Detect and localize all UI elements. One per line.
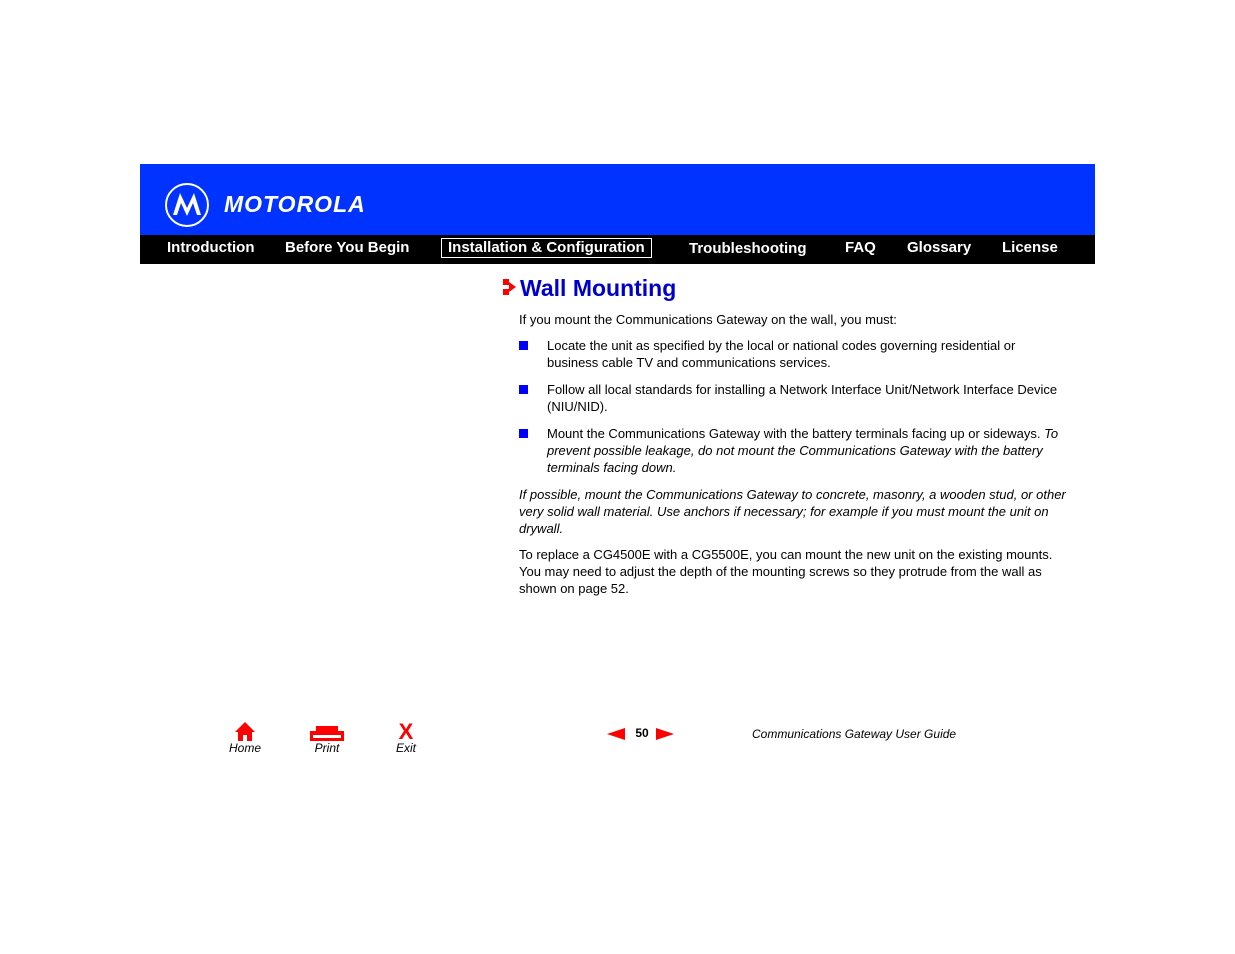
square-bullet-icon (519, 385, 528, 394)
nav-troubleshooting[interactable]: Troubleshooting (689, 240, 807, 257)
print-button[interactable] (306, 725, 348, 755)
printer-icon (309, 725, 345, 742)
exit-label: Exit (395, 741, 416, 755)
home-button[interactable] (222, 721, 268, 755)
page-title: Wall Mounting (520, 275, 677, 301)
nav-faq[interactable]: FAQ (845, 239, 876, 256)
exit-x-icon: X (398, 719, 414, 744)
print-label: Print (314, 741, 340, 755)
home-icon (234, 721, 256, 742)
list-item-warning: To prevent possible leakage, do not mount the Communications Gateway with the battery terminals facing down. (547, 426, 1059, 475)
nav-glossary[interactable]: Glossary (907, 239, 972, 256)
previous-page-arrow-icon[interactable] (607, 728, 625, 740)
square-bullet-icon (519, 341, 528, 350)
list-item (519, 425, 1069, 476)
document-title: Communications Gateway User Guide (752, 727, 957, 741)
intro-paragraph: If you mount the Communications Gateway on the wall, you must: (519, 312, 897, 327)
main-content (519, 311, 1069, 606)
list-item-text: Mount the Communications Gateway with the battery terminals facing up or sideways. (547, 426, 1045, 441)
list-item (519, 381, 1069, 415)
next-page-arrow-icon[interactable] (656, 728, 674, 740)
nav-license[interactable]: License (1002, 239, 1058, 256)
requirements-list (519, 337, 1069, 476)
list-item (519, 337, 1069, 371)
exit-button[interactable] (390, 719, 422, 755)
home-label: Home (228, 741, 261, 755)
brand-wordmark: MOTOROLA (224, 191, 366, 217)
nav-before-you-begin[interactable]: Before You Begin (285, 239, 410, 256)
nav-introduction[interactable]: Introduction (167, 239, 255, 256)
page-number: 50 (635, 726, 649, 740)
section-arrow-icon (503, 279, 517, 295)
closing-paragraph: To replace a CG4500E with a CG5500E, you can mount the new unit on the existing mounts. You may need to adjust the depth of the mounting screws so they protrude from the wall as shown on page 52. (519, 547, 1053, 596)
nav-installation-configuration[interactable]: Installation & Configuration (441, 238, 652, 258)
list-item-text: Follow all local standards for installing a Network Interface Unit/Network Interface Device (NIU/NID). (547, 382, 1058, 414)
motorola-logo-icon (164, 182, 210, 228)
list-item-text: Locate the unit as specified by the local or national codes governing residential or business cable TV and communications services. (547, 338, 1016, 370)
header-banner (140, 164, 1095, 235)
mounting-note: If possible, mount the Communications Gateway to concrete, masonry, a wooden stud, or other very solid wall material. Use anchors if necessary; for example if you must mount the unit on drywall. (519, 487, 1066, 536)
square-bullet-icon (519, 429, 528, 438)
main-nav (140, 235, 1095, 264)
